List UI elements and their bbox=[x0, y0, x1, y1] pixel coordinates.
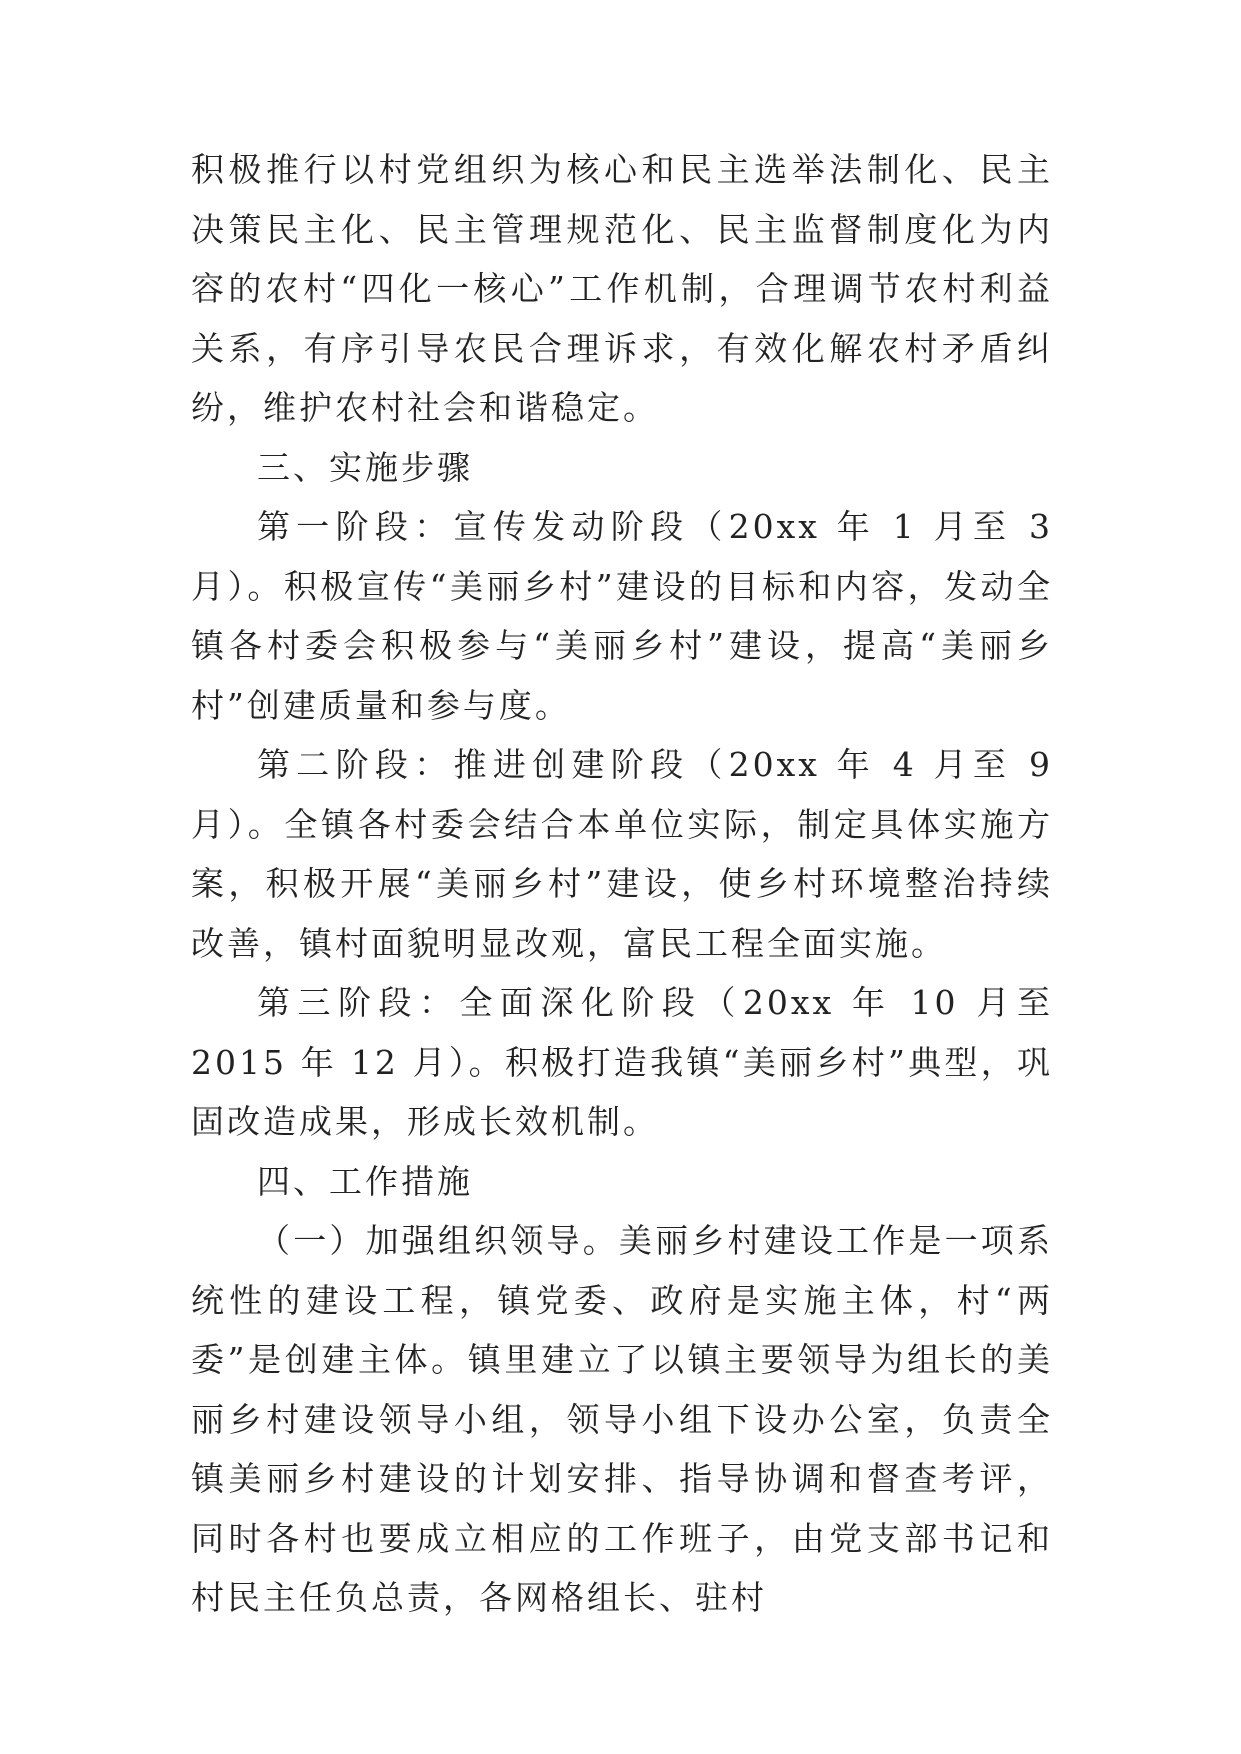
paragraph-governance-mechanism: 积极推行以村党组织为核心和民主选举法制化、民主决策民主化、民主管理规范化、民主监督制度化为内容的农村“四化一核心”工作机制，合理调节农村利益关系，有序引导农民合理诉求，有效化解农村矛盾纠纷，维护农村社会和谐稳定。 bbox=[191, 150, 1053, 427]
heading-implementation-steps: 三、实施步骤 bbox=[257, 447, 473, 487]
paragraph-phase-three: 第三阶段：全面深化阶段（20xx 年 10 月至 2015 年 12 月）。积极打造我镇“美丽乡村”典型，巩固改造成果，形成长效机制。 bbox=[191, 983, 1053, 1141]
document-body bbox=[191, 140, 1053, 1628]
heading-work-measures: 四、工作措施 bbox=[257, 1161, 473, 1201]
paragraph-phase-one: 第一阶段：宣传发动阶段（20xx 年 1 月至 3 月）。积极宣传“美丽乡村”建设的目标和内容，发动全镇各村委会积极参与“美丽乡村”建设，提高“美丽乡村”创建质量和参与度。 bbox=[191, 507, 1053, 725]
paragraph-organization-leadership: （一）加强组织领导。美丽乡村建设工作是一项系统性的建设工程，镇党委、政府是实施主体，村“两委”是创建主体。镇里建立了以镇主要领导为组长的美丽乡村建设领导小组，领导小组下设办公室，负责全镇美丽乡村建设的计划安排、指导协调和督查考评，同时各村也要成立相应的工作班子，由党支部书记和村民主任负总责，各网格组长、驻村 bbox=[191, 1221, 1053, 1617]
paragraph-phase-two: 第二阶段：推进创建阶段（20xx 年 4 月至 9 月）。全镇各村委会结合本单位实际，制定具体实施方案，积极开展“美丽乡村”建设，使乡村环境整治持续改善，镇村面貌明显改观，富民工程全面实施。 bbox=[191, 745, 1053, 963]
